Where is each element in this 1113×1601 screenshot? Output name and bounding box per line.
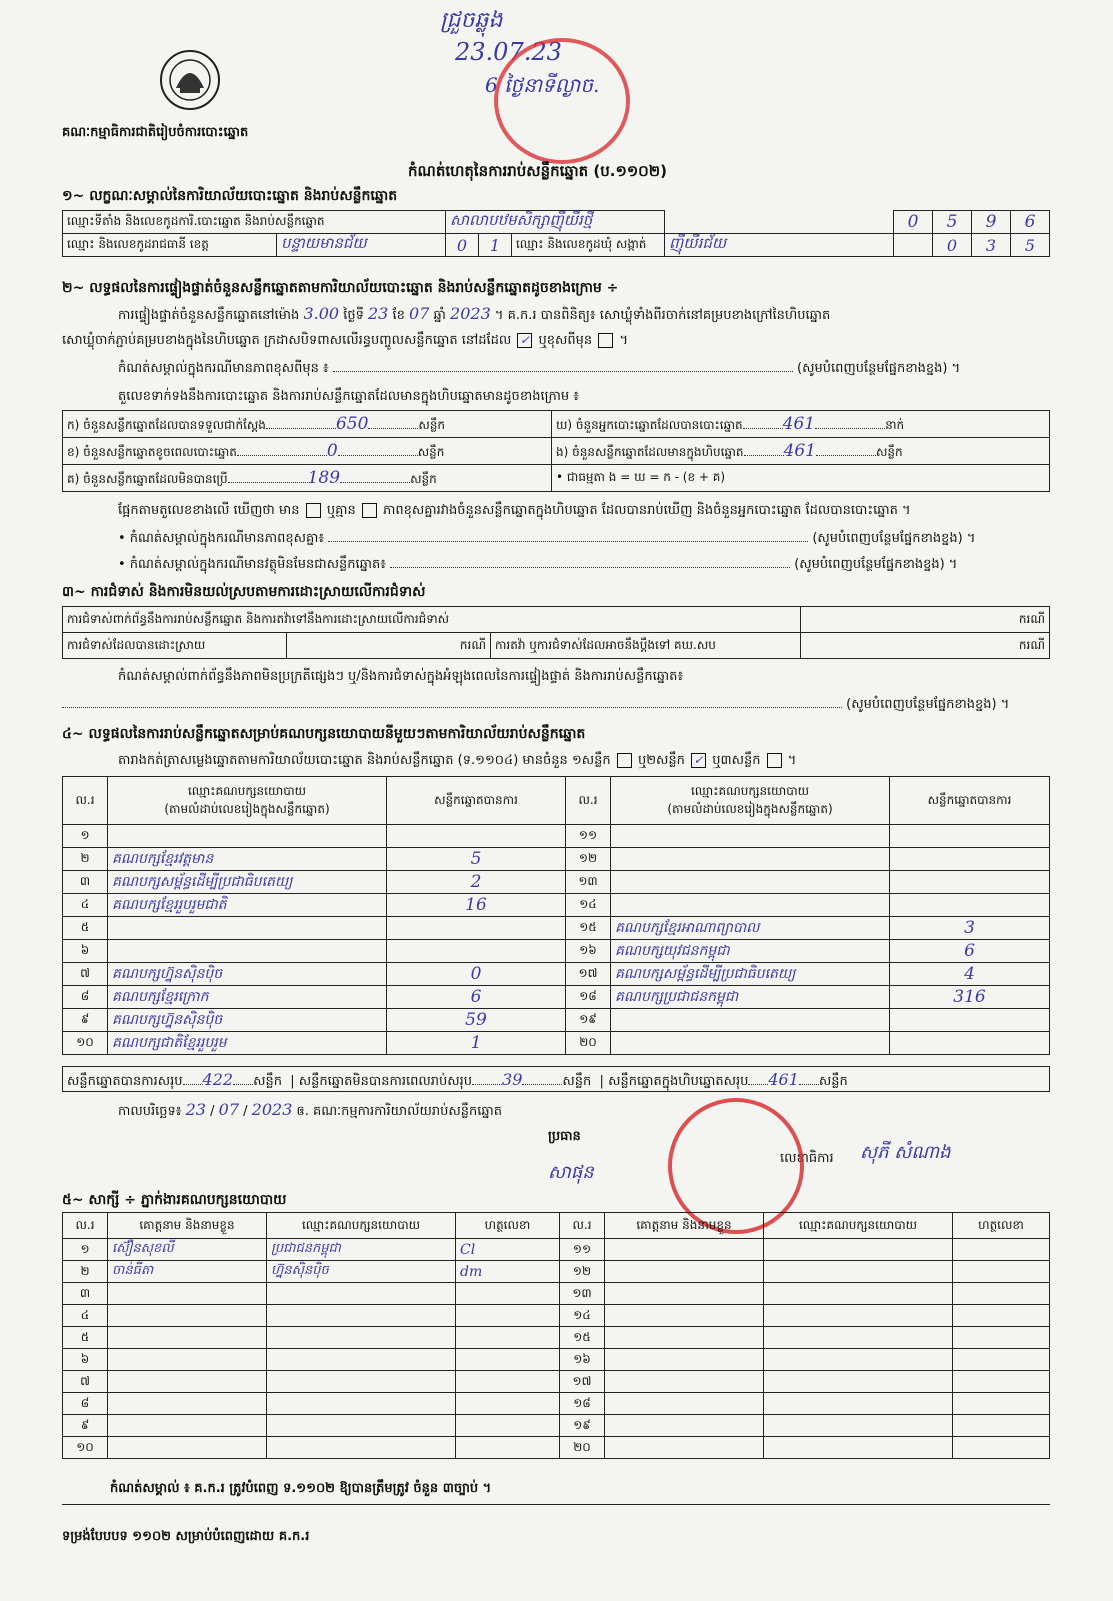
- result-votes: 0: [387, 963, 566, 986]
- witness-name: [108, 1415, 267, 1437]
- witness-empty-cell: [764, 1349, 953, 1371]
- table-row: [63, 1239, 1050, 1261]
- commune-code-digit: 5: [1011, 234, 1050, 257]
- witness-empty-cell: [953, 1305, 1050, 1327]
- valid-total-label: សន្លឹកឆ្នោតបានការសរុប: [67, 1074, 183, 1089]
- witness-empty-cell: [605, 1371, 764, 1393]
- witness-empty-cell: [953, 1349, 1050, 1371]
- table-row: [63, 1327, 1050, 1349]
- result-no: ៤: [63, 894, 108, 917]
- witness-name: ចាន់ធីតា: [108, 1261, 267, 1283]
- date-day: 23: [185, 1100, 206, 1119]
- province-code-digit: 0: [446, 234, 479, 257]
- col-party: [108, 777, 387, 825]
- three-sheet-checkbox[interactable]: [767, 753, 782, 768]
- witness-name: [108, 1327, 267, 1349]
- unit-sheet: សន្លឹក: [410, 471, 437, 486]
- difference-note-bullet: [118, 530, 975, 549]
- witness-party: [267, 1283, 456, 1305]
- witness-signature: [456, 1349, 560, 1371]
- result-no: ១០: [63, 1032, 108, 1055]
- result-no: ១២: [566, 848, 611, 871]
- table-row: [63, 1032, 1050, 1055]
- voters-value: 461: [782, 413, 816, 434]
- voters-label: ឃ) ចំនួនអ្នកបោះឆ្នោតដែលបានបោះឆ្នោត: [556, 417, 743, 432]
- received-value: 650: [335, 413, 369, 434]
- w-col-party: ឈ្មោះគណបក្សនយោបាយ: [267, 1213, 456, 1239]
- witness-name: [108, 1393, 267, 1415]
- nec-logo: [158, 48, 222, 112]
- handwritten-village: ជ្រួចឆ្លុង: [440, 8, 503, 33]
- unit-sheet: សន្លឹក: [417, 444, 445, 459]
- col-party-title: ឈ្មោះគណបក្សនយោបាយ: [187, 783, 307, 798]
- witness-empty-cell: [764, 1261, 953, 1283]
- witness-empty-cell: [605, 1349, 764, 1371]
- result-votes: 59: [387, 1009, 566, 1032]
- section1-title: ១~ លក្ខណៈសម្គាល់នៃការិយាល័យបោះឆ្នោត និងរាប់សន្លឹកឆ្នោត: [62, 188, 398, 204]
- witness-empty-cell: [605, 1327, 764, 1349]
- result-no: ១៦: [566, 940, 611, 963]
- section1-table: [62, 210, 1050, 257]
- witness-party: [267, 1349, 456, 1371]
- witness-name: [108, 1283, 267, 1305]
- unused-label: គ) ចំនួនសន្លឹកឆ្នោតដែលមិនបានប្រើ: [67, 471, 228, 486]
- witness-empty-cell: [953, 1415, 1050, 1437]
- witness-no: ២០: [560, 1437, 605, 1459]
- witness-empty-cell: [605, 1239, 764, 1261]
- table-row: [63, 1261, 1050, 1283]
- totals-line: សន្លឹកឆ្នោតបានការសរុប 422 សន្លឹក | សន្លឹកឆ្នោតមិនបានការពេលរាប់សរុប 39 សន្លឹក | សន្លឹកឆ្នោតក្នុងហិបឆ្នោតសរុប 461 សន្លឹក: [62, 1066, 1050, 1092]
- section3-title: ៣~ ការជំទាស់ និងការមិនយល់ស្របតាមការដោះស្រាយលើការជំទាស់: [62, 584, 426, 600]
- table-row: [63, 986, 1050, 1009]
- result-party: គណបក្សហ្វ៊ុនស៊ិនប៉ិច: [108, 1009, 387, 1032]
- witness-party: [267, 1437, 456, 1459]
- province-code-digit: 1: [479, 234, 512, 257]
- result-votes: 316: [890, 986, 1050, 1009]
- witness-signature: [456, 1283, 560, 1305]
- result-party: គណបក្សប្រជាជនកម្ពុជា: [611, 986, 890, 1009]
- complaints-label: ការជំទាស់ពាក់ព័ន្ធនឹងការរាប់សន្លឹកឆ្នោត និងការតវ៉ាទៅនឹងការដោះស្រាយលើការជំទាស់: [63, 607, 801, 633]
- table-row: [63, 1349, 1050, 1371]
- col-party-2: [611, 777, 890, 825]
- verification-year: 2023: [450, 304, 491, 323]
- w-col-name: គោត្តនាម និងនាមខ្លួន: [108, 1213, 267, 1239]
- table-row: [63, 1009, 1050, 1032]
- location-value: សាលាបឋមសិក្សាញ៉ឺយឺរថ្មី: [446, 211, 665, 234]
- witness-no: ១៦: [560, 1349, 605, 1371]
- irregularity-note: កំណត់សម្គាល់ពាក់ព័ន្ធនឹងភាពមិនប្រក្រតីផ្សេងៗ ឬ/និងការជំទាស់ក្នុងអំឡុងពេលនៃការផ្ទៀងផ្ទាត់ និងការរាប់សន្លឹកឆ្នោត៖: [118, 669, 684, 684]
- witness-no: ១៣: [560, 1283, 605, 1305]
- witness-table: [62, 1212, 1050, 1459]
- unit-person: នាក់: [885, 417, 905, 432]
- form-footer: ទម្រង់បែបបទ ១១០២ សម្រាប់បំពេញដោយ គ.ក.រ: [62, 1529, 310, 1544]
- col-votes-2: សន្លឹកឆ្នោតបានការ: [890, 777, 1050, 825]
- results-table: [62, 776, 1050, 1055]
- w-col-name-2: គោត្តនាម និងនាមខ្លួន: [605, 1213, 764, 1239]
- col-party-sub: (តាមលំដាប់លេខរៀងក្នុងសន្លឹកឆ្នោត): [164, 801, 330, 816]
- verification-time-label: ការផ្ទៀងផ្ទាត់ចំនួនសន្លឹកឆ្នោតនៅម៉ោង: [118, 308, 300, 323]
- result-party: គណបក្សខ្មែរវត្តមាន: [108, 848, 387, 871]
- result-no: ៨: [63, 986, 108, 1009]
- result-votes: [890, 1009, 1050, 1032]
- witness-empty-cell: [764, 1415, 953, 1437]
- seal-text: សោឃ្លុំចាក់ភ្ជាប់គម្របខាងក្នុងនៃហិបឆ្នោត ក្រដាសបិទពាសលើរន្ធបញ្ចូលសន្លឹកឆ្នោត នៅដដែល: [62, 333, 512, 348]
- witness-no: ៩: [63, 1415, 108, 1437]
- witness-empty-cell: [764, 1327, 953, 1349]
- witness-empty-cell: [764, 1239, 953, 1261]
- location-code-digit: 5: [933, 211, 972, 234]
- result-party: គណបក្សសម្ព័ន្ធដើម្បីប្រជាធិបតេយ្យ: [611, 963, 890, 986]
- spoiled-label: ខ) ចំនួនសន្លឹកឆ្នោតខូចពេលបោះឆ្នោត: [67, 444, 237, 459]
- one-sheet-checkbox[interactable]: [617, 753, 632, 768]
- table-row: [63, 825, 1050, 848]
- witness-signature: [456, 1305, 560, 1327]
- witness-no: ១២: [560, 1261, 605, 1283]
- result-party: [611, 848, 890, 871]
- changed-label: ឬខុសពីមុន: [538, 333, 593, 348]
- resolved-case: ករណី: [287, 633, 491, 659]
- witness-signature: [456, 1371, 560, 1393]
- result-votes: 1: [387, 1032, 566, 1055]
- section2-title: ២~ លទ្ធផលនៃការផ្ទៀងផ្ទាត់ចំនួនសន្លឹកឆ្នោតតាមការិយាល័យបោះឆ្នោត និងរាប់សន្លឹកឆ្នោតដូចខាងក្រោម ÷: [62, 280, 619, 296]
- tally-intro: តារាងកត់ត្រាសម្លេងឆ្នោតតាមការិយាល័យបោះឆ្នោត និងរាប់សន្លឹកឆ្នោត (ទ.១១០៤) មានចំនួន ១សន្លឹក: [118, 753, 611, 768]
- witness-no: ៣: [63, 1283, 108, 1305]
- verification-month: 07: [409, 304, 430, 323]
- witness-empty-cell: [953, 1283, 1050, 1305]
- table-row: [63, 1305, 1050, 1327]
- witness-no: ១៧: [560, 1371, 605, 1393]
- table-row: [63, 1283, 1050, 1305]
- result-votes: 6: [387, 986, 566, 1009]
- witness-no: ១០: [63, 1437, 108, 1459]
- received-label: ក) ចំនួនសន្លឹកឆ្នោតដែលបានទទួលជាក់ស្តែង: [67, 417, 266, 432]
- result-votes: [387, 917, 566, 940]
- two-sheet-label: ឬ២សន្លឹក: [637, 753, 685, 768]
- witness-no: ៤: [63, 1305, 108, 1327]
- result-party: គណបក្សយុវជនកម្ពុជា: [611, 940, 890, 963]
- result-votes: 5: [387, 848, 566, 871]
- witness-empty-cell: [764, 1283, 953, 1305]
- result-no: ២០: [566, 1032, 611, 1055]
- witness-empty-cell: [764, 1393, 953, 1415]
- result-party: គណបក្សហ្វ៊ុនស៊ិនប៉ិច: [108, 963, 387, 986]
- commune-label: ឈ្មោះ និងលេខកូដឃុំ សង្កាត់: [512, 234, 665, 257]
- box-total-label: សន្លឹកឆ្នោតក្នុងហិបឆ្នោតសរុប: [608, 1074, 749, 1089]
- province-value: បន្ទាយមានជ័យ: [277, 234, 446, 257]
- witness-name: ស៊ឿនសុខលី: [108, 1239, 267, 1261]
- witness-empty-cell: [953, 1239, 1050, 1261]
- result-party: [611, 1032, 890, 1055]
- verification-year-label: ឆ្នាំ: [433, 308, 446, 323]
- unit-sheet: សន្លឹក: [253, 1074, 282, 1089]
- witness-party: [267, 1415, 456, 1437]
- witness-party: [267, 1393, 456, 1415]
- result-votes: [890, 894, 1050, 917]
- witness-empty-cell: [764, 1437, 953, 1459]
- verification-day: 23: [367, 304, 389, 323]
- unit-sheet: សន្លឹក: [818, 1074, 848, 1089]
- discrepancy-yes-checkbox[interactable]: [306, 503, 321, 518]
- table-row: [63, 940, 1050, 963]
- result-votes: 2: [387, 871, 566, 894]
- result-no: ១១: [566, 825, 611, 848]
- result-party: គណបក្សខ្មែរអាណាព្យាបាល: [611, 917, 890, 940]
- date-month: 07: [218, 1100, 239, 1119]
- table-row: [63, 917, 1050, 940]
- province-label: ឈ្មោះ និងលេខកូដរាជធានី ខេត្ត: [63, 234, 277, 257]
- appeal-case: ករណី: [801, 633, 1050, 659]
- col-no-2: ល.រ: [566, 777, 611, 825]
- result-no: ១៩: [566, 1009, 611, 1032]
- result-party: [108, 917, 387, 940]
- result-party: គណបក្សខ្មែរក្រោក: [108, 986, 387, 1009]
- location-code-digit: 9: [972, 211, 1011, 234]
- witness-signature: [456, 1437, 560, 1459]
- witness-empty-cell: [953, 1261, 1050, 1283]
- result-party: [611, 1009, 890, 1032]
- box-total: 461: [768, 1070, 799, 1089]
- unit-sheet: សន្លឹក: [875, 444, 903, 459]
- table-row: [63, 871, 1050, 894]
- result-party: [611, 894, 890, 917]
- result-votes: [387, 825, 566, 848]
- figures-intro: តួលេខទាក់ទងនឹងការបោះឆ្នោត និងការរាប់សន្លឹកឆ្នោតដែលមានក្នុងហិបឆ្នោតមានដូចខាងក្រោម ៖: [118, 389, 579, 404]
- verification-text: ។ គ.ក.រ បានពិនិត្យ៖ សោឃ្លុំទាំងពីរចាក់នៅគម្របខាងក្រៅនៃហិបឆ្នោត: [494, 308, 831, 323]
- seal-line: សោឃ្លុំចាក់ភ្ជាប់គម្របខាងក្នុងនៃហិបឆ្នោត ក្រដាសបិទពាសលើរន្ធបញ្ចូលសន្លឹកឆ្នោត នៅដដែល ✓ ឬខុសពីមុន ។: [62, 333, 629, 348]
- result-party: [611, 871, 890, 894]
- w-col-no: ល.រ: [63, 1213, 108, 1239]
- witness-name: [108, 1371, 267, 1393]
- discrepancy-text: ភាពខុសគ្នារវាងចំនួនសន្លឹកឆ្នោតក្នុងហិបឆ្នោត ដែលបានរាប់ឃើញ និងចំនួនអ្នកបោះឆ្នោត ដែលបានបោះឆ្នោត ។: [383, 503, 911, 518]
- difference-bullet-label: • កំណត់សម្គាល់ក្នុងករណីមានភាពខុសគ្នា៖: [118, 531, 325, 546]
- result-no: ១៤: [566, 894, 611, 917]
- formula: • ជាធម្មតា ង = ឃ = ក - (ខ + គ): [552, 465, 1050, 492]
- result-party: គណបក្សសម្ព័ន្ធដើម្បីប្រជាធិបតេយ្យ: [108, 871, 387, 894]
- witness-party: [267, 1305, 456, 1327]
- chair-label: ប្រធាន: [548, 1129, 581, 1144]
- complaints-table: [62, 606, 1050, 659]
- two-sheet-checkbox[interactable]: ✓: [691, 753, 706, 768]
- witness-empty-cell: [953, 1437, 1050, 1459]
- result-no: ៩: [63, 1009, 108, 1032]
- result-no: ២: [63, 848, 108, 871]
- date-label: កាលបរិច្ឆេទ៖: [118, 1104, 182, 1119]
- secretary-label: លេខាធិការ: [780, 1151, 834, 1166]
- col-party-title: ឈ្មោះគណបក្សនយោបាយ: [690, 783, 810, 798]
- invalid-total: 39: [502, 1070, 523, 1089]
- commune-code-digit: 0: [933, 234, 972, 257]
- witness-signature: [456, 1393, 560, 1415]
- witness-no: ៨: [63, 1393, 108, 1415]
- result-votes: [387, 940, 566, 963]
- result-no: ១៨: [566, 986, 611, 1009]
- witness-no: ១១: [560, 1239, 605, 1261]
- three-sheet-label: ឬ៣សន្លឹក: [712, 753, 761, 768]
- closing-note: កំណត់សម្គាល់ ៖ គ.ក.រ ត្រូវបំពេញ ទ.១១០២ ឱ្យបានត្រឹមត្រូវ ចំនួន ៣ច្បាប់ ។: [110, 1481, 492, 1496]
- witness-party: [267, 1371, 456, 1393]
- section4-title: ៤~ លទ្ធផលនៃការរាប់សន្លឹកឆ្នោតសម្រាប់គណបក្សនយោបាយនីមួយៗតាមការិយាល័យរាប់សន្លឹកឆ្នោត: [62, 726, 586, 742]
- fill-more-note: (សូមបំពេញបន្ថែមផ្នែកខាងខ្នង) ។: [794, 557, 958, 572]
- witness-signature: [456, 1415, 560, 1437]
- unit-sheet: សន្លឹក: [562, 1074, 592, 1089]
- table-row: [63, 848, 1050, 871]
- witness-no: ៥: [63, 1327, 108, 1349]
- w-col-sign: ហត្ថលេខា: [456, 1213, 560, 1239]
- result-votes: 4: [890, 963, 1050, 986]
- result-no: ១: [63, 825, 108, 848]
- official-stamp-top: [494, 38, 630, 164]
- discrepancy-no-checkbox[interactable]: [362, 503, 377, 518]
- verification-month-label: ខែ: [392, 308, 405, 323]
- result-no: ១៧: [566, 963, 611, 986]
- committee-label: ឲ. គណៈកម្មការការិយាល័យរាប់សន្លឹកឆ្នោត: [296, 1104, 503, 1119]
- fill-more-note: (សូមបំពេញបន្ថែមផ្នែកខាងខ្នង) ។: [797, 361, 961, 376]
- result-party: [108, 825, 387, 848]
- witness-no: ៧: [63, 1371, 108, 1393]
- unchanged-checkbox[interactable]: ✓: [517, 333, 532, 348]
- witness-empty-cell: [953, 1371, 1050, 1393]
- result-votes: [890, 1032, 1050, 1055]
- witness-empty-cell: [605, 1393, 764, 1415]
- fill-more-note: (សូមបំពេញបន្ថែមផ្នែកខាងខ្នង) ។: [846, 697, 1010, 712]
- unit-sheet: សន្លឹក: [418, 417, 446, 432]
- table-row: [63, 1393, 1050, 1415]
- w-col-sign-2: ហត្ថលេខា: [953, 1213, 1050, 1239]
- witness-signature: [456, 1327, 560, 1349]
- result-no: ១៥: [566, 917, 611, 940]
- witness-name: [108, 1349, 267, 1371]
- location-code-digit: 0: [894, 211, 933, 234]
- col-votes: សន្លឹកឆ្នោតបានការ: [387, 777, 566, 825]
- secretary-signature: សុភី សំណាង: [860, 1142, 951, 1163]
- location-label: ឈ្មោះទីតាំង និងលេខកូដការិ.បោះឆ្នោត និងរាប់សន្លឹកឆ្នោត: [63, 211, 446, 234]
- discrepancy-yes-label: ផ្អែកតាមតួលេខខាងលើ ឃើញថា មាន: [118, 503, 300, 518]
- witness-party: ប្រជាជនកម្ពុជា: [267, 1239, 456, 1261]
- figures-table: [62, 410, 1050, 492]
- witness-signature: Cl: [456, 1239, 560, 1261]
- witness-empty-cell: [605, 1283, 764, 1305]
- discrepancy-no-label: ឬគ្មាន: [326, 503, 356, 518]
- foreign-object-note: [118, 556, 957, 575]
- witness-empty-cell: [605, 1415, 764, 1437]
- complaints-case: ករណី: [801, 607, 1050, 633]
- result-no: ៦: [63, 940, 108, 963]
- witness-empty-cell: [605, 1261, 764, 1283]
- table-row: [63, 894, 1050, 917]
- witness-no: ១: [63, 1239, 108, 1261]
- witness-no: ៦: [63, 1349, 108, 1371]
- discrepancy-line: [118, 502, 911, 521]
- witness-empty-cell: [953, 1327, 1050, 1349]
- w-col-no-2: ល.រ: [560, 1213, 605, 1239]
- result-votes: [890, 848, 1050, 871]
- witness-empty-cell: [764, 1305, 953, 1327]
- result-votes: [890, 871, 1050, 894]
- commune-code-digit: 3: [972, 234, 1011, 257]
- witness-party: ហ្វ៊ុនស៊ិនប៉ិច: [267, 1261, 456, 1283]
- witness-no: ១៩: [560, 1415, 605, 1437]
- result-no: ៣: [63, 871, 108, 894]
- witness-name: [108, 1305, 267, 1327]
- resolved-label: ការជំទាស់ដែលបានដោះស្រាយ: [63, 633, 287, 659]
- witness-empty-cell: [605, 1437, 764, 1459]
- col-no: ល.រ: [63, 777, 108, 825]
- verification-line: [118, 304, 830, 326]
- fill-more-note: (សូមបំពេញបន្ថែមផ្នែកខាងខ្នង) ។: [812, 531, 976, 546]
- witness-name: [108, 1437, 267, 1459]
- result-votes: 6: [890, 940, 1050, 963]
- commission-name: គណៈកម្មាធិការជាតិរៀបចំការបោះឆ្នោត: [62, 125, 249, 140]
- unused-value: 189: [307, 467, 341, 488]
- witness-empty-cell: [764, 1371, 953, 1393]
- location-code-digit: 6: [1011, 211, 1050, 234]
- witness-no: ២: [63, 1261, 108, 1283]
- footer-divider: [62, 1504, 1050, 1505]
- result-votes: 16: [387, 894, 566, 917]
- result-votes: [890, 825, 1050, 848]
- witness-no: ១៥: [560, 1327, 605, 1349]
- result-party: [611, 825, 890, 848]
- irregularity-fill: [62, 696, 1009, 715]
- form-title: កំណត់ហេតុនៃការរាប់សន្លឹកឆ្នោត (ប.១១០២): [408, 162, 668, 180]
- result-no: ១៣: [566, 871, 611, 894]
- result-party: គណបក្សខ្មែររួបរួមជាតិ: [108, 894, 387, 917]
- handwritten-time: 6 ថ្ងៃនាទីល្ងាច.: [485, 73, 600, 97]
- chair-signature: សាផុន: [548, 1162, 594, 1183]
- w-col-party-2: ឈ្មោះគណបក្សនយោបាយ: [764, 1213, 953, 1239]
- table-row: [63, 1437, 1050, 1459]
- witness-party: [267, 1327, 456, 1349]
- invalid-total-label: សន្លឹកឆ្នោតមិនបានការពេលរាប់សរុប: [298, 1074, 473, 1089]
- result-no: ៧: [63, 963, 108, 986]
- result-no: ៥: [63, 917, 108, 940]
- date-year: 2023: [251, 1100, 293, 1119]
- in-box-value: 461: [783, 440, 816, 461]
- in-box-label: ង) ចំនួនសន្លឹកឆ្នោតដែលមានក្នុងហិបឆ្នោត: [556, 444, 744, 459]
- handwritten-date: 23.07.23: [455, 38, 562, 66]
- table-row: [63, 963, 1050, 986]
- tally-sheet-line: តារាងកត់ត្រាសម្លេងឆ្នោតតាមការិយាល័យបោះឆ្នោត និងរាប់សន្លឹកឆ្នោត (ទ.១១០៤) មានចំនួន ១សន្លឹក ឬ២សន្លឹក ✓ ឬ៣សន្លឹក ។: [118, 753, 797, 768]
- witness-signature: dm: [456, 1261, 560, 1283]
- verification-day-label: ថ្ងៃទី: [343, 308, 364, 323]
- spoiled-value: 0: [326, 440, 338, 461]
- witness-no: ១៨: [560, 1393, 605, 1415]
- verification-time: 3.00: [303, 304, 340, 323]
- table-row: [63, 1415, 1050, 1437]
- witness-empty-cell: [953, 1393, 1050, 1415]
- result-party: គណបក្សជាតិខ្មែររួបរួម: [108, 1032, 387, 1055]
- result-party: [108, 940, 387, 963]
- difference-note: [118, 360, 960, 379]
- col-party-sub: (តាមលំដាប់លេខរៀងក្នុងសន្លឹកឆ្នោត): [667, 801, 833, 816]
- date-line: កាលបរិច្ឆេទ៖ 23 / 07 / 2023 ឲ. គណៈកម្មការការិយាល័យរាប់សន្លឹកឆ្នោត: [118, 1100, 503, 1119]
- difference-note-label: កំណត់សម្គាល់ក្នុងករណីមានភាពខុសពីមុន ៖: [118, 361, 329, 376]
- result-votes: 3: [890, 917, 1050, 940]
- valid-total: 422: [202, 1070, 234, 1089]
- table-row: [63, 1371, 1050, 1393]
- commune-value: ញ៉ឺយឺរជ័យ: [665, 234, 894, 257]
- witness-empty-cell: [605, 1305, 764, 1327]
- witness-no: ១៤: [560, 1305, 605, 1327]
- foreign-object-label: • កំណត់សម្គាល់ក្នុងករណីមានវត្ថុមិនមែនជាសន្លឹកឆ្នោត៖: [118, 557, 386, 572]
- section5-title: ៥~ សាក្សី ÷ ភ្នាក់ងារគណបក្សនយោបាយ: [62, 1192, 287, 1208]
- appeal-label: ការតវ៉ា ឬការជំទាស់ដែលអាចនឹងប្តឹងទៅ គឃ.សប: [491, 633, 801, 659]
- changed-checkbox[interactable]: [598, 333, 613, 348]
